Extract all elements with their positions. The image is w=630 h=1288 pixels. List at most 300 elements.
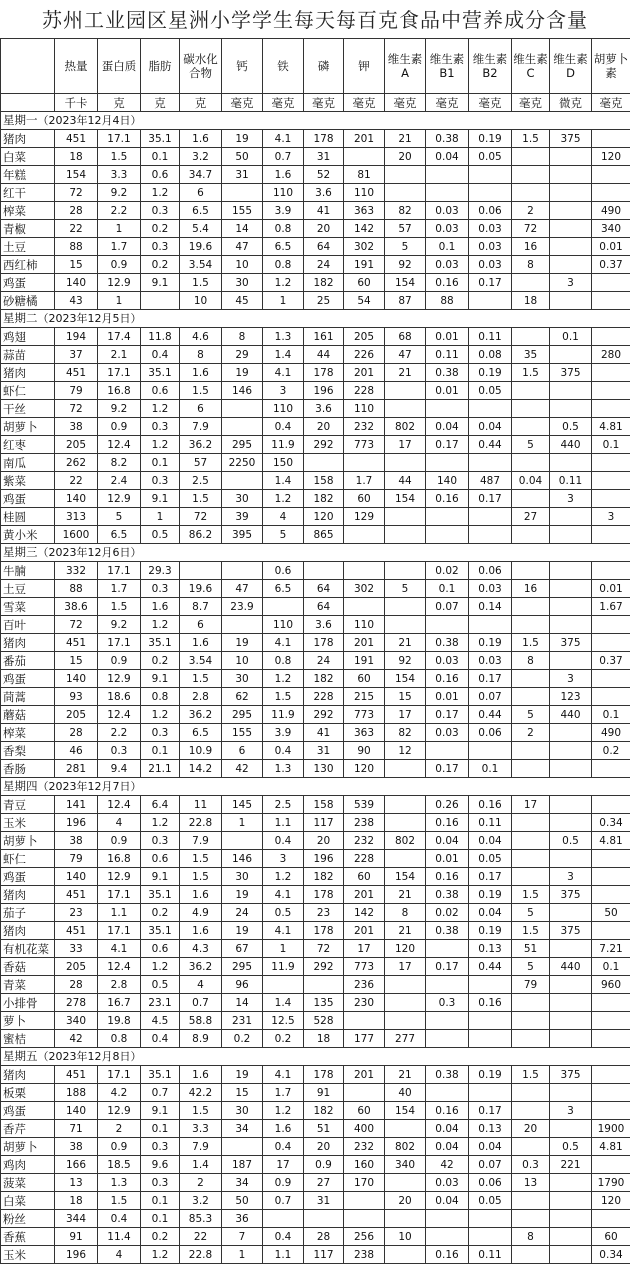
nutrient-value: 0.03 [426, 1174, 469, 1192]
nutrient-value: 3.6 [304, 184, 344, 202]
nutrient-value [180, 562, 222, 580]
food-name: 菠菜 [1, 1174, 55, 1192]
nutrient-value: 13 [55, 1174, 98, 1192]
nutrient-value: 117 [304, 814, 344, 832]
nutrient-value: 0.03 [426, 202, 469, 220]
food-name: 香芹 [1, 1120, 55, 1138]
nutrient-value: 0.5 [550, 1138, 592, 1156]
food-row [1, 166, 630, 184]
nutrient-value: 58.8 [180, 1012, 222, 1030]
nutrient-value: 45 [222, 292, 263, 310]
nutrient-value: 5 [512, 706, 550, 724]
nutrient-value [426, 1012, 469, 1030]
nutrient-value: 47 [222, 580, 263, 598]
nutrient-value: 21.1 [141, 760, 180, 778]
nutrient-value: 182 [304, 670, 344, 688]
nutrient-value: 12.4 [98, 436, 141, 454]
nutrient-value [385, 1012, 426, 1030]
nutrient-value: 16 [512, 580, 550, 598]
nutrient-value: 7 [222, 1228, 263, 1246]
nutrient-value [592, 292, 630, 310]
nutrient-value: 21 [385, 922, 426, 940]
nutrient-value: 0.6 [141, 850, 180, 868]
nutrient-value: 2.1 [98, 346, 141, 364]
nutrient-value: 0.17 [469, 274, 512, 292]
nutrient-value: 9.4 [98, 760, 141, 778]
food-name: 紫菜 [1, 472, 55, 490]
nutrient-value: 20 [385, 1192, 426, 1210]
nutrient-value [222, 562, 263, 580]
nutrient-value: 0.17 [426, 436, 469, 454]
nutrient-value: 1.6 [263, 1120, 304, 1138]
nutrient-value: 277 [385, 1030, 426, 1048]
nutrient-value: 142 [344, 904, 385, 922]
nutrient-value: 22.8 [180, 814, 222, 832]
nutrient-value: 0.5 [550, 832, 592, 850]
nutrient-value: 375 [550, 886, 592, 904]
day-date: （2023年12月7日） [37, 780, 142, 793]
nutrient-value: 0.01 [426, 850, 469, 868]
food-row [1, 994, 630, 1012]
nutrient-value: 0.04 [512, 472, 550, 490]
nutrient-value: 3.6 [304, 616, 344, 634]
column-header: 维生素D [550, 39, 592, 94]
nutrient-value [592, 796, 630, 814]
nutrient-value: 0.38 [426, 1066, 469, 1084]
nutrient-value: 1790 [592, 1174, 630, 1192]
nutrient-value: 18.5 [98, 1156, 141, 1174]
nutrient-value: 35.1 [141, 130, 180, 148]
nutrient-value: 0.38 [426, 922, 469, 940]
nutrient-value: 205 [344, 328, 385, 346]
nutrient-value: 0.17 [469, 490, 512, 508]
nutrient-value: 17 [385, 958, 426, 976]
nutrient-value: 451 [55, 634, 98, 652]
nutrient-value: 0.01 [592, 580, 630, 598]
nutrient-value: 72 [55, 616, 98, 634]
nutrient-value: 375 [550, 922, 592, 940]
nutrient-value [550, 652, 592, 670]
nutrient-value: 4.9 [180, 904, 222, 922]
nutrient-value: 232 [344, 832, 385, 850]
nutrient-value: 72 [55, 400, 98, 418]
nutrient-value: 7.21 [592, 940, 630, 958]
nutrient-value [512, 526, 550, 544]
nutrient-value: 12.9 [98, 1102, 141, 1120]
nutrient-value: 35.1 [141, 634, 180, 652]
nutrient-value: 170 [344, 1174, 385, 1192]
nutrient-value: 1.6 [180, 886, 222, 904]
nutrient-value: 1 [263, 292, 304, 310]
nutrient-value: 0.01 [426, 328, 469, 346]
nutrient-value: 802 [385, 418, 426, 436]
nutrient-value: 487 [469, 472, 512, 490]
nutrient-value: 0.1 [550, 328, 592, 346]
nutrient-value: 0.06 [469, 562, 512, 580]
nutrient-value: 201 [344, 1066, 385, 1084]
nutrient-value: 4 [98, 1246, 141, 1264]
nutrient-value: 1.4 [263, 472, 304, 490]
nutrient-value [426, 940, 469, 958]
nutrient-value [592, 454, 630, 472]
nutrient-value: 0.02 [426, 904, 469, 922]
food-name: 猪肉 [1, 922, 55, 940]
food-name: 玉米 [1, 814, 55, 832]
nutrient-value: 0.2 [592, 742, 630, 760]
nutrient-value: 2.4 [98, 472, 141, 490]
nutrient-value: 773 [344, 436, 385, 454]
nutrient-value [304, 1210, 344, 1228]
food-row [1, 652, 630, 670]
nutrient-value: 22 [180, 1228, 222, 1246]
nutrient-value [550, 238, 592, 256]
nutrient-value [592, 688, 630, 706]
nutrient-value: 17 [385, 706, 426, 724]
food-row [1, 1030, 630, 1048]
nutrient-value: 1.6 [263, 166, 304, 184]
day-header-row [1, 310, 630, 328]
nutrient-value: 11 [180, 796, 222, 814]
nutrient-value: 0.06 [469, 1174, 512, 1192]
nutrient-value: 62 [222, 688, 263, 706]
nutrient-value: 0.2 [141, 904, 180, 922]
food-row [1, 850, 630, 868]
nutrient-value [512, 598, 550, 616]
nutrient-value: 3.2 [180, 148, 222, 166]
nutrient-value: 292 [304, 706, 344, 724]
food-name: 白菜 [1, 148, 55, 166]
nutrient-value: 215 [344, 688, 385, 706]
food-name: 桂圆 [1, 508, 55, 526]
nutrient-value: 178 [304, 922, 344, 940]
food-row [1, 760, 630, 778]
nutrient-value: 1.5 [512, 922, 550, 940]
nutrient-value [550, 526, 592, 544]
unit-cell: 毫克 [512, 94, 550, 112]
nutrient-value: 0.04 [469, 904, 512, 922]
column-header: 维生素C [512, 39, 550, 94]
day-label: 星期五 [3, 1049, 38, 1063]
food-name: 青菜 [1, 976, 55, 994]
nutrient-value: 12 [385, 742, 426, 760]
nutrient-value: 0.9 [98, 256, 141, 274]
nutrient-value: 88 [426, 292, 469, 310]
nutrient-value: 0.17 [469, 868, 512, 886]
nutrient-value: 451 [55, 922, 98, 940]
nutrient-value: 0.1 [141, 1210, 180, 1228]
nutrient-value: 44 [385, 472, 426, 490]
nutrient-value: 0.5 [141, 976, 180, 994]
unit-row [1, 94, 630, 112]
nutrient-value [222, 1138, 263, 1156]
nutrient-value: 0.2 [222, 1030, 263, 1048]
nutrient-value [385, 166, 426, 184]
food-name: 年糕 [1, 166, 55, 184]
food-name: 鸡翅 [1, 328, 55, 346]
column-header: 碳水化合物 [180, 39, 222, 94]
nutrient-value [426, 616, 469, 634]
nutrient-value: 9.1 [141, 490, 180, 508]
nutrient-value: 0.05 [469, 148, 512, 166]
nutrient-value: 1.2 [263, 670, 304, 688]
nutrient-value [222, 400, 263, 418]
nutrient-value [550, 760, 592, 778]
food-row [1, 1156, 630, 1174]
nutrient-value: 31 [304, 1192, 344, 1210]
unit-cell: 微克 [550, 94, 592, 112]
nutrient-value [592, 922, 630, 940]
nutrient-value [592, 364, 630, 382]
nutrient-value [426, 1210, 469, 1228]
nutrient-value: 57 [180, 454, 222, 472]
nutrient-value: 60 [344, 1102, 385, 1120]
column-header: 钙 [222, 39, 263, 94]
nutrient-value [385, 976, 426, 994]
nutrient-value: 0.03 [469, 580, 512, 598]
nutrient-value: 19 [222, 634, 263, 652]
nutrient-value: 8.7 [180, 598, 222, 616]
nutrient-value: 196 [55, 814, 98, 832]
nutrient-value: 142 [344, 220, 385, 238]
nutrient-value [141, 292, 180, 310]
nutrient-value [512, 1138, 550, 1156]
nutrient-value: 93 [55, 688, 98, 706]
nutrient-value: 20 [304, 1138, 344, 1156]
nutrient-value: 1 [98, 292, 141, 310]
nutrient-value: 18.6 [98, 688, 141, 706]
nutrient-value: 166 [55, 1156, 98, 1174]
nutrient-value: 10 [222, 256, 263, 274]
nutrient-value [304, 454, 344, 472]
nutrient-value: 120 [385, 940, 426, 958]
nutrient-value: 0.11 [469, 814, 512, 832]
nutrient-value: 0.19 [469, 922, 512, 940]
nutrient-value [263, 598, 304, 616]
nutrient-value: 0.7 [141, 1084, 180, 1102]
nutrient-value [385, 616, 426, 634]
day-header-row [1, 778, 630, 796]
food-name: 蒜苗 [1, 346, 55, 364]
nutrient-value [550, 166, 592, 184]
nutrient-value: 13 [512, 1174, 550, 1192]
nutrient-value: 1.1 [263, 1246, 304, 1264]
nutrient-value: 72 [304, 940, 344, 958]
nutrient-value: 18 [55, 1192, 98, 1210]
nutrient-value: 1.7 [263, 1084, 304, 1102]
nutrient-value: 1.1 [263, 814, 304, 832]
nutrient-value [385, 1120, 426, 1138]
nutrient-value [222, 832, 263, 850]
nutrient-value: 2.2 [98, 202, 141, 220]
day-header [1, 310, 630, 328]
nutrient-value: 29 [222, 346, 263, 364]
food-row [1, 832, 630, 850]
food-name: 有机花菜 [1, 940, 55, 958]
nutrient-value [550, 1120, 592, 1138]
nutrient-value: 201 [344, 922, 385, 940]
nutrient-value: 110 [263, 400, 304, 418]
nutrient-value: 3 [592, 508, 630, 526]
nutrient-value: 17.1 [98, 1066, 141, 1084]
nutrient-value: 238 [344, 1246, 385, 1264]
nutrient-value [550, 1084, 592, 1102]
nutrient-value: 11.4 [98, 1228, 141, 1246]
nutrient-value: 17.1 [98, 130, 141, 148]
nutrient-value: 0.04 [469, 418, 512, 436]
food-row [1, 220, 630, 238]
food-row [1, 706, 630, 724]
column-header: 胡萝卜素 [592, 39, 630, 94]
corner-cell [1, 39, 55, 94]
unit-cell: 毫克 [385, 94, 426, 112]
nutrient-value: 5.4 [180, 220, 222, 238]
nutrient-value [550, 598, 592, 616]
nutrient-value [469, 400, 512, 418]
food-row [1, 148, 630, 166]
nutrient-value: 1.5 [512, 364, 550, 382]
nutrient-value: 0.8 [263, 220, 304, 238]
nutrient-value [469, 1030, 512, 1048]
nutrient-value: 9.6 [141, 1156, 180, 1174]
nutrient-value: 0.03 [469, 652, 512, 670]
food-row [1, 598, 630, 616]
nutrient-value: 21 [385, 886, 426, 904]
nutrient-value [512, 400, 550, 418]
nutrient-value: 440 [550, 706, 592, 724]
nutrient-value: 490 [592, 202, 630, 220]
nutrient-value: 87 [385, 292, 426, 310]
nutrient-value: 0.5 [550, 418, 592, 436]
nutrient-value [512, 1012, 550, 1030]
nutrient-value: 15 [385, 688, 426, 706]
nutrient-value: 20 [304, 832, 344, 850]
nutrient-value: 0.3 [141, 580, 180, 598]
nutrient-value [592, 328, 630, 346]
day-date: （2023年12月8日） [37, 1050, 142, 1063]
nutrient-value: 21 [385, 1066, 426, 1084]
nutrient-value: 0.44 [469, 958, 512, 976]
nutrient-value: 4.81 [592, 1138, 630, 1156]
nutrient-value: 236 [344, 976, 385, 994]
nutrient-value: 14 [222, 994, 263, 1012]
nutrient-value: 23.9 [222, 598, 263, 616]
nutrient-value: 0.2 [141, 1228, 180, 1246]
nutrient-value: 528 [304, 1012, 344, 1030]
food-row [1, 346, 630, 364]
nutrient-value: 0.06 [469, 724, 512, 742]
nutrient-value [512, 814, 550, 832]
nutrient-value [592, 1102, 630, 1120]
nutrient-value: 0.3 [141, 472, 180, 490]
food-row [1, 886, 630, 904]
nutrient-value: 154 [385, 670, 426, 688]
nutrient-value [550, 940, 592, 958]
nutrient-value: 19 [222, 130, 263, 148]
nutrient-value: 17.1 [98, 364, 141, 382]
nutrient-value: 10.9 [180, 742, 222, 760]
day-header-row [1, 544, 630, 562]
nutrient-value: 10 [222, 652, 263, 670]
nutrient-value: 0.38 [426, 130, 469, 148]
nutrient-value: 5 [512, 436, 550, 454]
nutrient-value: 21 [385, 130, 426, 148]
table-body [1, 39, 630, 1264]
nutrient-value: 140 [55, 274, 98, 292]
nutrient-value [344, 1192, 385, 1210]
food-row [1, 292, 630, 310]
nutrient-value: 0.3 [141, 202, 180, 220]
nutrient-value: 400 [344, 1120, 385, 1138]
column-header: 维生素B2 [469, 39, 512, 94]
nutrient-value: 363 [344, 202, 385, 220]
nutrient-value: 135 [304, 994, 344, 1012]
nutrient-value: 0.38 [426, 886, 469, 904]
nutrient-value [469, 1012, 512, 1030]
nutrient-value: 228 [304, 688, 344, 706]
food-row [1, 580, 630, 598]
nutrient-value: 10 [180, 292, 222, 310]
nutrient-value: 1.6 [141, 598, 180, 616]
nutrient-value [385, 850, 426, 868]
nutrient-value: 0.2 [141, 652, 180, 670]
nutrient-value: 0.03 [469, 256, 512, 274]
nutrient-value [426, 454, 469, 472]
nutrient-value [385, 184, 426, 202]
nutrient-value: 1.4 [180, 1156, 222, 1174]
nutrient-value: 17.1 [98, 922, 141, 940]
nutrient-value: 205 [55, 958, 98, 976]
nutrient-value: 91 [304, 1084, 344, 1102]
food-row [1, 1246, 630, 1264]
nutrient-value: 0.11 [469, 1246, 512, 1264]
nutrient-value [469, 508, 512, 526]
nutrient-value [469, 616, 512, 634]
nutrient-value: 0.03 [469, 238, 512, 256]
nutrient-value [592, 184, 630, 202]
nutrient-value [344, 1012, 385, 1030]
nutrient-value: 27 [304, 1174, 344, 1192]
nutrient-value: 0.05 [469, 382, 512, 400]
nutrient-value: 17.4 [98, 328, 141, 346]
nutrient-value: 3.54 [180, 256, 222, 274]
nutrient-value [385, 1210, 426, 1228]
nutrient-value [592, 1210, 630, 1228]
nutrient-value [512, 148, 550, 166]
nutrient-value: 0.03 [426, 652, 469, 670]
nutrient-value: 129 [344, 508, 385, 526]
nutrient-value: 182 [304, 490, 344, 508]
nutrient-value: 865 [304, 526, 344, 544]
nutrient-value: 6.5 [263, 238, 304, 256]
nutrient-value: 60 [344, 670, 385, 688]
nutrient-value: 0.08 [469, 346, 512, 364]
nutrient-value: 0.3 [426, 994, 469, 1012]
nutrient-value: 375 [550, 1066, 592, 1084]
nutrient-value: 1.67 [592, 598, 630, 616]
nutrient-value: 35.1 [141, 364, 180, 382]
nutrient-value [512, 418, 550, 436]
nutrient-value: 295 [222, 706, 263, 724]
day-label: 星期三 [3, 545, 38, 559]
nutrient-value [512, 994, 550, 1012]
nutrient-value [385, 598, 426, 616]
nutrient-value [592, 1084, 630, 1102]
nutrient-value [550, 904, 592, 922]
nutrient-value [512, 382, 550, 400]
nutrient-value: 191 [344, 256, 385, 274]
nutrient-value: 539 [344, 796, 385, 814]
nutrient-value: 67 [222, 940, 263, 958]
